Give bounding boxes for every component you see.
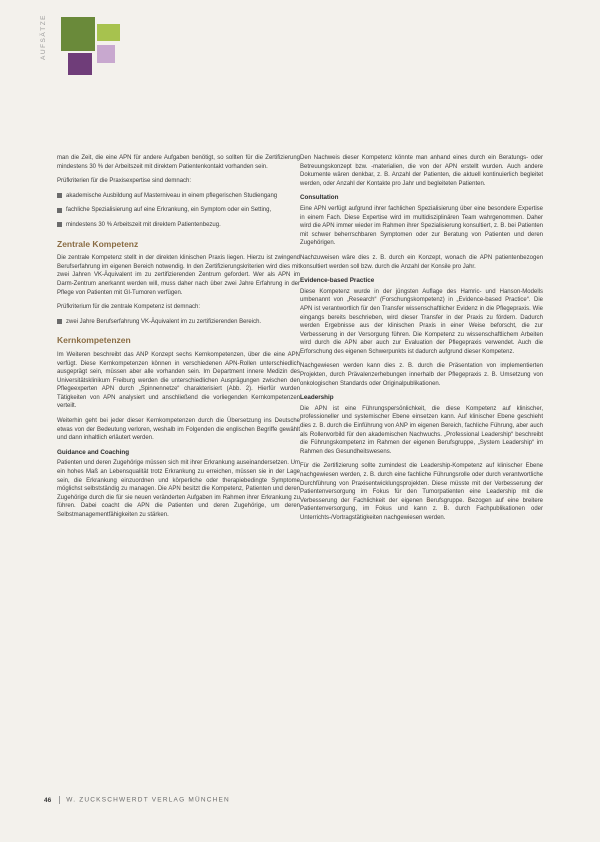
bullet-square-icon <box>57 319 62 324</box>
paragraph: Prüfkriterien für die Praxisexpertise sind demnach: <box>57 178 192 185</box>
paragraph: Für die Zertifizierung sollte zumindest die Leadership-Kompetenz auf klinischer Ebene nachgewiesen werden, z. B. durch eine fachliche Führungsrolle oder durch verantwortliche Durchführung von Praxisentwicklungsprojekten. Diese müsste mit der Verbesserung der Patientenversorgung im Fokus für den Tumorpatienten eine Leadership mit die Verbesserung der Fachlichkeit der eigenen Berufsgruppe. Bezogen auf eine breitere Patientenversorgung, im Fokus und kann z. B. durch Fachpublikationen oder Unterrichts-/Vortragstätigkeiten nachgewiesen werden. <box>300 463 543 521</box>
logo-square-lime <box>97 24 120 41</box>
logo-square-purple <box>68 53 92 75</box>
paragraph: Nachzuweisen wäre dies z. B. durch ein Konzept, wonach die APN patientenbezogen konsultiert werden soll bzw. durch die Anzahl der Konsile pro Jahr. <box>300 254 543 270</box>
paragraph: Die APN ist eine Führungspersönlichkeit, die diese Kompetenz auf klinischer, professioneller und systemischer Ebene einsetzen kann. Auf klinischer Ebene geschieht dies z. B. durch die Einführung von ANP im eigenen Bereich, fachliche Führung, aber auch als Rollenvorbild für den akademischen Nachwuchs. „Professional Leadership“ beschreibt die Führungskompetenz im Rahmen der eigenen Berufsgruppe, „System Leadership“ im Rahmen des Gesundheitswesens. <box>300 405 543 455</box>
section-heading: Zentrale Kompetenz <box>57 238 139 249</box>
subheading: Consultation <box>300 194 339 202</box>
subheading: Evidence-based Practice <box>300 277 375 285</box>
paragraph: Weiterhin geht bei jeder dieser Kernkompetenzen durch die Übersetzung ins Deutsche etwas von der Bedeutung verloren, weshalb im Folgenden die englischen Begriffe gewählt und dann inhaltlich erläutert werden. <box>57 418 300 442</box>
section-logo <box>61 17 121 77</box>
subheading: Leadership <box>300 394 334 402</box>
bullet-item: fachliche Spezialisierung auf eine Erkrankung, ein Symptom oder ein Setting, <box>57 206 300 215</box>
paragraph: Eine APN verfügt aufgrund ihrer fachlichen Spezialisierung über eine besondere Expertise in einem Fach. Diese Expertise wird im multidisziplinären Team wahrgenommen. Daher wird die APN immer wieder im Rahmen ihrer Spezialisierung konsultiert, z. B. bei Patienten mit schwer beherrschbaren Symptomen oder zur Beratung von Patienten und deren Zugehörigen. <box>300 205 543 247</box>
section-heading: Kernkompetenzen <box>57 335 131 346</box>
paragraph: Den Nachweis dieser Kompetenz könnte man anhand eines durch ein Beratungs- oder Betreuungskonzept bzw. -materialien, die von der APN erstellt wurden. Auch andere Dokumente wären denkbar, z. B. Anzahl der Patienten, die aktuell kontinuierlich begleitet werden, oder Anzahl der Kontakte pro Jahr und begleiteten Patienten. <box>300 155 543 187</box>
left-column <box>57 154 300 526</box>
bullet-item: akademische Ausbildung auf Masterniveau in einem pflegerischen Studiengang <box>57 192 300 201</box>
logo-square-lilac <box>97 45 115 63</box>
section-tab: AUFSÄTZE <box>40 14 47 60</box>
paragraph: Die zentrale Kompetenz stellt in der direkten klinischen Praxis liegen. Hierzu ist zwingend Berufserfahrung im eigenen Bereich notwendig. In den Zertifizierungskriterien wird dies mit zwei Jahren VK-Äquivalent im zu zertifizierenden Zentrum gefordert. Wer als APN im Darm-Zentrum anerkannt werden will, muss daher nach über zwei Jahre Erfahrung in der Pflege von Patienten mit GI-Tumoren verfügen. <box>57 255 300 296</box>
page-footer <box>44 796 564 804</box>
paragraph: Nachgewiesen werden kann dies z. B. durch die Präsentation von implementierten Projekten, durch Prävalenzerhebungen innerhalb der Pflegepraxis z. B. Umsetzung von onkologischen Standards oder Originalpublikationen. <box>300 363 543 387</box>
bullet-item: mindestens 30 % Arbeitszeit mit direktem Patientenbezug. <box>57 221 300 230</box>
paragraph: Prüfkriterium für die zentrale Kompetenz ist demnach: <box>57 304 201 311</box>
publisher-name: W. ZUCKSCHWERDT VERLAG MÜNCHEN <box>66 796 230 804</box>
bullet-square-icon <box>57 208 62 213</box>
bullet-square-icon <box>57 222 62 227</box>
subheading: Guidance and Coaching <box>57 448 130 456</box>
logo-square-green <box>61 17 95 51</box>
bullet-item: zwei Jahre Berufserfahrung VK-Äquivalent im zu zertifizierenden Bereich. <box>57 318 300 327</box>
paragraph: Im Weiteren beschreibt das ANP Konzept sechs Kernkompetenzen, über die eine APN verfügt. Diese Kernkompetenzen können in verschiedenen APN-Rollen unterschiedlich ausgeprägt sein, müssen aber alle vorhanden sein. Im Department innere Medizin des Universitätsklinikum Freiburg werden die unterschiedlichen Ausprägungen zwischen den Pflegeexperten APN durch „Spinnennetze“ charakterisiert (Abb. 2). Hierfür wurden Tätigkeiten von APN analysiert und anschließend die vorliegenden Kernkompetenzen verteilt. <box>57 351 300 410</box>
footer-divider <box>59 796 60 804</box>
page-number: 46 <box>44 796 52 804</box>
paragraph: Patienten und deren Zugehörige müssen sich mit ihrer Erkrankung auseinandersetzen. Um ein hohes Maß an Lebensqualität trotz Erkrankung zu erreichen, müssen sie in der Lage sein, die Erkrankung einzuordnen und körperliche oder therapiebedingte Symptome möglichst selbstständig zu managen. Die APN besitzt die Kompetenz, Patienten und deren Zugehörige durch die für sie neuen veränderten Aufgaben im Rahmen ihrer Erkrankung zu führen. Dabei coacht die APN die Patienten und deren Zugehörige, um deren Selbstmanagementfähigkeiten zu stärken. <box>57 460 300 518</box>
bullet-square-icon <box>57 193 62 198</box>
paragraph: Diese Kompetenz wurde in der jüngsten Auflage des Hamric- und Hanson-Modells umbenannt von „Research“ (Forschungskompetenz) in „Evidence-based Practice“. Die APN ist verantwortlich für den Transfer wissenschaftlicher Evidenz in die Pflegepraxis. Wie eingangs bereits beschrieben, wird dieser Transfer in der Praxis zu fördern. Dadurch werden Ergebnisse aus der klinischen Praxis in einer Weise beforscht, die zur Verbesserung in der Versorgung führen. Die Kompetenz zu wissenschaftlichem Arbeiten wird durch die APN aber auch zur Evaluation der Pflegepraxis verwendet. Auch die Erforschung des eigenen Schwerpunkts ist dadurch aufgrund dieser Kompetenz. <box>300 288 543 355</box>
right-column <box>300 154 543 529</box>
paragraph: man die Zeit, die eine APN für andere Aufgaben benötigt, so sollten für die Zertifizierung mindestens 30 % der Arbeitszeit mit direktem Patientenkontakt vorhanden sein. <box>57 155 300 170</box>
